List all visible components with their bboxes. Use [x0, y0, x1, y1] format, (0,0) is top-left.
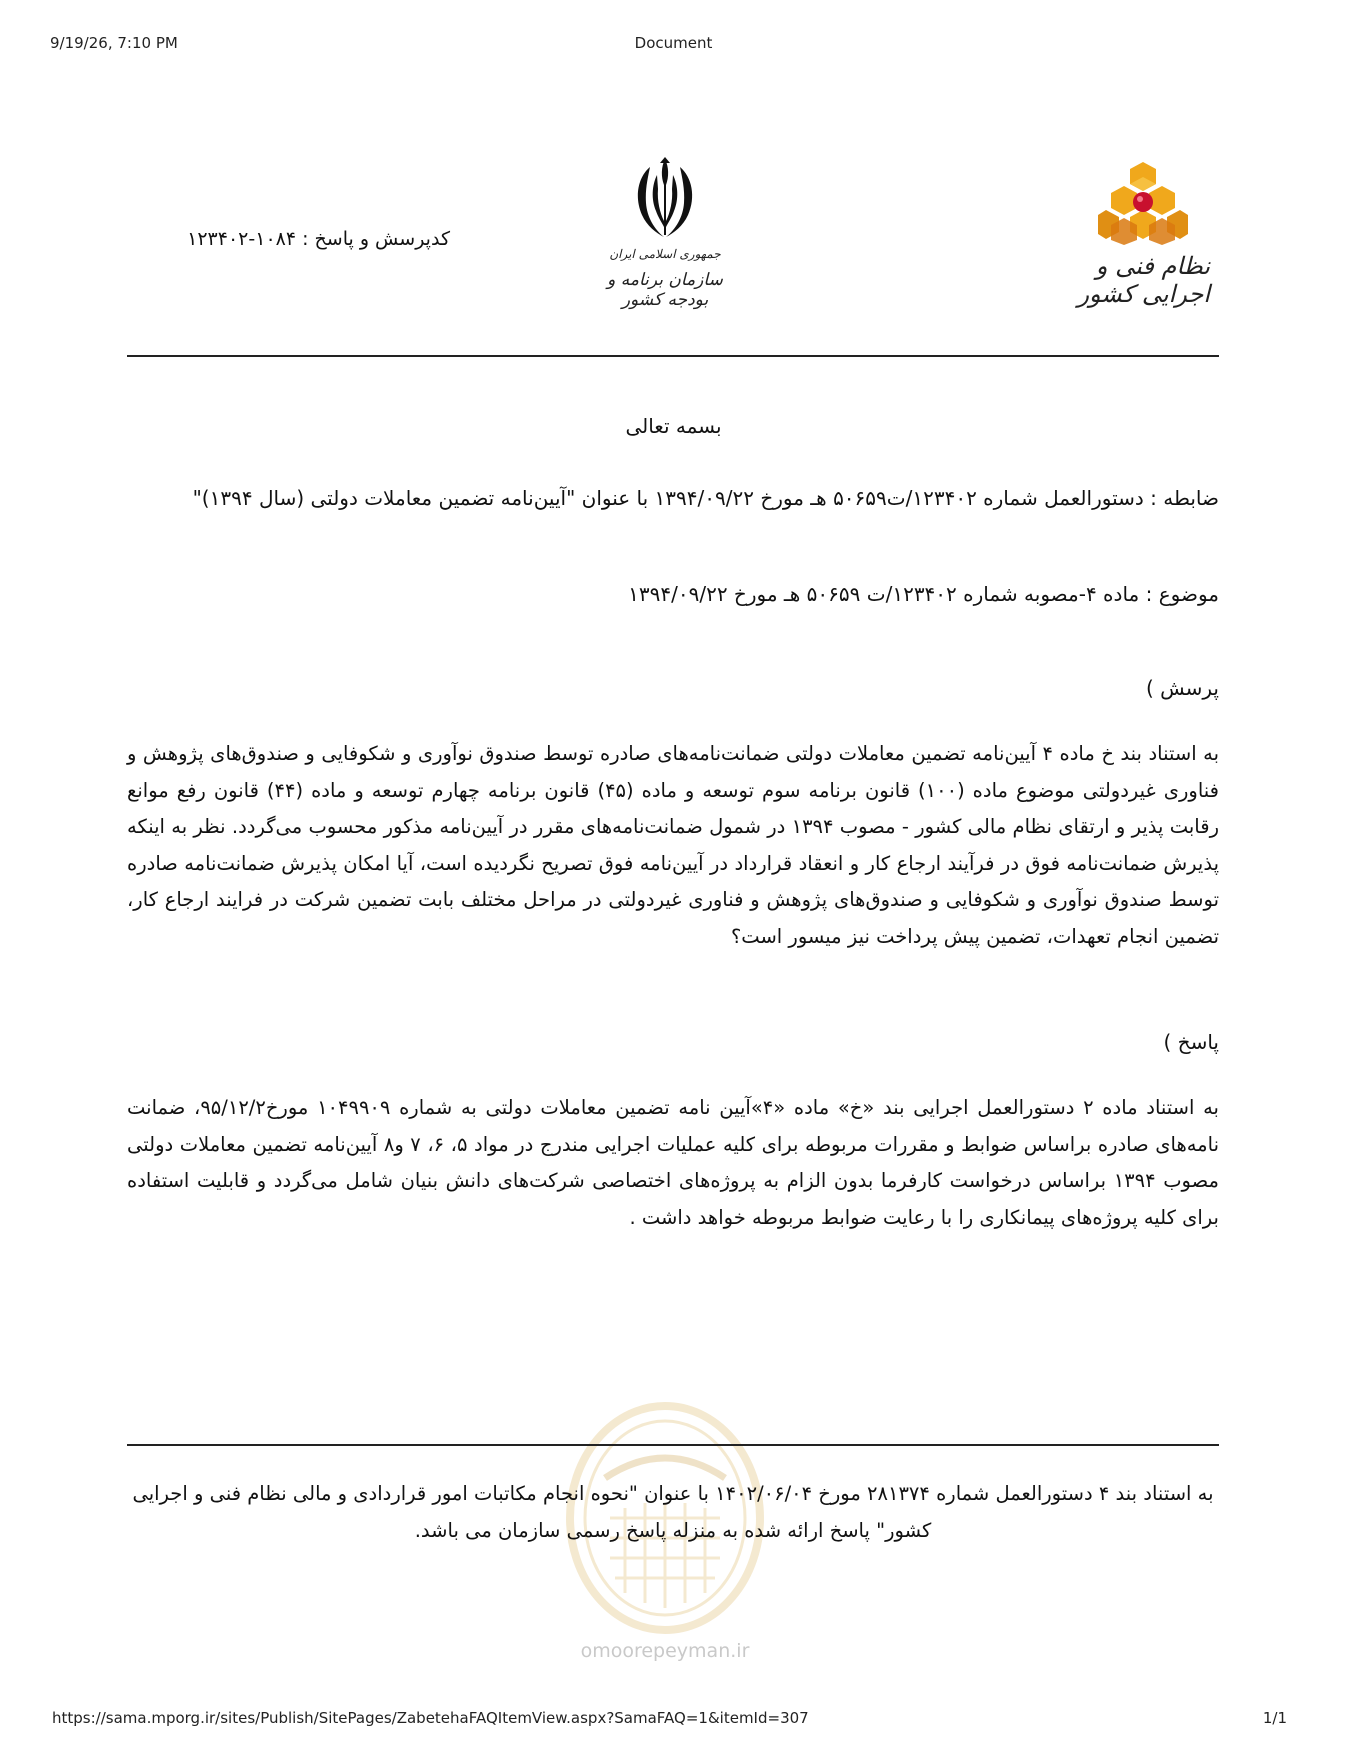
print-page-number: 1/1: [1262, 1709, 1287, 1727]
print-datetime: 9/19/26, 7:10 PM: [50, 34, 178, 52]
watermark-site-text: omoorepeyman.ir: [580, 1640, 750, 1662]
qa-code: کدپرسش و پاسخ : ۱۰۸۴-۱۲۳۴۰۲: [187, 228, 450, 250]
answer-paragraph: به استناد ماده ۲ دستورالعمل اجرایی بند «خ» ماده «۴»آیین نامه تضمین معاملات دولتی به شماره ۱۰۴۹۹۰۹ مورخ۹۵/۱۲/۲، ضمانت نامه‌های صادره براساس ضوابط و مقررات مربوطه برای کلیه عملیات اجرایی مندرج در مواد ۵، ۶، ۷ و۸ آیین‌نامه تضمین معاملات دولتی مصوب ۱۳۹۴ براساس درخواست کارفرما بدون الزام به پروژه‌های اختصاصی شرکت‌های دانش بنیان شامل می‌گردد و قابلیت استفاده برای کلیه پروژه‌های پیمانکاری را با رعایت ضوابط مربوطه خواهد داشت .: [127, 1096, 1219, 1229]
footer-divider: [127, 1444, 1219, 1446]
invocation-heading: بسمه تعالی: [625, 414, 722, 438]
subject-line: موضوع : ماده ۴-مصوبه شماره ۱۲۳۴۰۲/ت ۵۰۶۵۹ هـ مورخ ۱۳۹۴/۰۹/۲۲: [628, 582, 1219, 606]
emblem-caption-republic: جمهوری اسلامی ایران: [609, 247, 721, 261]
print-document-title: Document: [634, 34, 713, 52]
footer-note: به استناد بند ۴ دستورالعمل شماره ۲۸۱۳۷۴ مورخ ۱۴۰۲/۰۶/۰۴ با عنوان "نحوه انجام مکاتبات امور قراردادی و مالی نظام فنی و اجرایی کشور" پاسخ ارائه شده به منزله پاسخ رسمی سازمان می باشد.: [132, 1482, 1214, 1542]
print-header: [0, 34, 1347, 58]
question-paragraph: به استناد بند خ ماده ۴ آیین‌نامه تضمین معاملات دولتی ضمانت‌نامه‌های صادره توسط صندوق نوآوری و شکوفایی و صندوق‌های پژوهش و فناوری غیردولتی موضوع ماده (۱۰۰) قانون برنامه سوم توسعه و ماده (۴۵) قانون برنامه چهارم توسعه و ماده (۴۴) قانون رفع موانع رقابت پذیر و ارتقای نظام مالی کشور - مصوب ۱۳۹۴ در شمول ضمانت‌نامه‌های مقرر در آیین‌نامه مذکور محسوب می‌گردد. نظر به اینکه پذیرش ضمانت‌نامه فوق در فرآیند ارجاع کار و انعقاد قرارداد در آیین‌نامه فوق تصریح نگردیده است، آیا امکان پذیرش ضمانت‌نامه صادره توسط صندوق نوآوری و شکوفایی و صندوق‌های پژوهش و فناوری غیردولتی در مراحل مختلف بابت تضمین شرکت در فرایند ارجاع کار، تضمین انجام تعهدات، تضمین پیش پرداخت نیز میسور است؟: [127, 742, 1219, 948]
emblem-caption-organization: سازمان برنامه و بودجه کشور: [607, 270, 723, 310]
org-logo: [1060, 160, 1210, 308]
answer-label: پاسخ ): [1163, 1030, 1219, 1054]
iran-emblem: [590, 155, 740, 310]
national-emblem-icon: [620, 155, 710, 243]
print-url: https://sama.mporg.ir/sites/Publish/SitePages/ZabetehaFAQItemView.aspx?SamaFAQ=1&itemId=307: [52, 1709, 809, 1727]
question-label: پرسش ): [1145, 676, 1219, 700]
regulation-reference: ضابطه : دستورالعمل شماره ۱۲۳۴۰۲/ت۵۰۶۵۹ هـ مورخ ۱۳۹۴/۰۹/۲۲ با عنوان "آیین‌نامه تضمین معاملات دولتی (سال ۱۳۹۴)": [192, 486, 1219, 510]
org-logo-text: نظام فنی و اجرایی کشور: [1077, 252, 1210, 308]
cube-logo-icon: [1098, 160, 1188, 245]
header-divider: [127, 355, 1219, 357]
